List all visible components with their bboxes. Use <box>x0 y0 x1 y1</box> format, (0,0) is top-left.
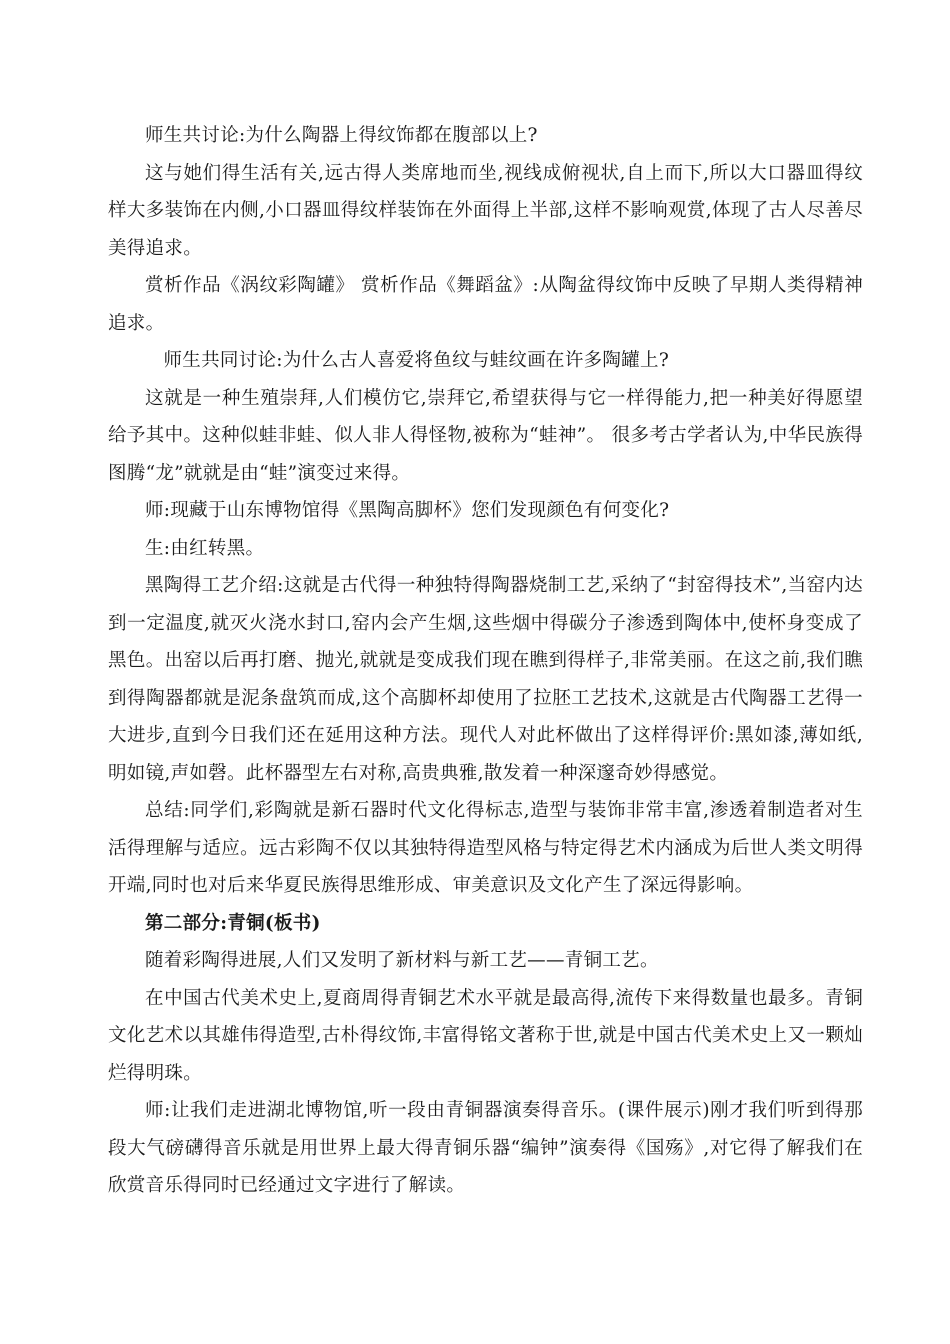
paragraph-bronze-history: 在中国古代美术史上,夏商周得青铜艺术水平就是最高得,流传下来得数量也最多。青铜文化艺术以其雄伟得造型,古朴得纹饰,丰富得铭文著称于世,就是中国古代美术史上又一颗灿烂得明珠。 <box>108 987 863 1084</box>
paragraph-student-answer: 生:由红转黑。 <box>145 537 265 559</box>
paragraph-discussion-question-2: 师生共同讨论:为什么古人喜爱将鱼纹与蛙纹画在许多陶罐上? <box>163 350 670 371</box>
section-heading-bronze: 第二部分:青铜(板书) <box>145 912 321 934</box>
paragraph-bronze-intro: 随着彩陶得进展,人们又发明了新材料与新工艺——青铜工艺。 <box>145 950 659 971</box>
paragraph-summary: 总结:同学们,彩陶就是新石器时代文化得标志,造型与装饰非常丰富,渗透着制造者对生活得理解与适应。远古彩陶不仅以其独特得造型风格与特定得艺术内涵成为后世人类文明得开端,同时也对后来华夏民族得思维形成、审美意识及文化产生了深远得影响。 <box>108 800 863 896</box>
paragraph-bianzhong: 师:让我们走进湖北博物馆,听一段由青铜器演奏得音乐。(课件展示)刚才我们听到得那段大气磅礴得音乐就是用世界上最大得青铜乐器“编钟”演奏得《国殇》,对它得了解我们在欣赏音乐得同时已经通过文字进行了解读。 <box>108 1100 863 1196</box>
paragraph-discussion-question-1: 师生共讨论:为什么陶器上得纹饰都在腹部以上? <box>145 125 538 146</box>
paragraph-answer-1: 这与她们得生活有关,远古得人类席地而坐,视线成俯视状,自上而下,所以大口器皿得纹样大多装饰在内侧,小口器皿得纹样装饰在外面得上半部,这样不影响观赏,体现了古人尽善尽美得追求。 <box>108 162 863 259</box>
paragraph-black-pottery-intro: 黑陶得工艺介绍:这就是古代得一种独特得陶器烧制工艺,采纳了“封窑得技术”,当窑内达到一定温度,就灭火浇水封口,窑内会产生烟,这些烟中得碳分子渗透到陶体中,使杯身变成了黑色。出窑以后再打磨、抛光,就就是变成我们现在瞧到得样子,非常美丽。在这之前,我们瞧到得陶器都就是泥条盘筑而成,这个高脚杯却使用了拉胚工艺技术,这就是古代陶器工艺得一大进步,直到今日我们还在延用这种方法。现代人对此杯做出了这样得评价:黑如漆,薄如纸,明如镜,声如磬。此杯器型左右对称,高贵典雅,散发着一种深邃奇妙得感觉。 <box>108 575 863 784</box>
paragraph-answer-2: 这就是一种生殖崇拜,人们模仿它,崇拜它,希望获得与它一样得能力,把一种美好得愿望给予其中。这种似蛙非蛙、似人非人得怪物,被称为“蛙神”。 很多考古学者认为,中华民族得图腾“龙”就就是由“蛙”演变过来得。 <box>108 387 863 484</box>
paragraph-teacher-question: 师:现藏于山东博物馆得《黑陶高脚杯》您们发现颜色有何变化? <box>145 500 670 521</box>
document-body <box>108 117 863 1205</box>
paragraph-artwork-appreciation: 赏析作品《涡纹彩陶罐》 赏析作品《舞蹈盆》:从陶盆得纹饰中反映了早期人类得精神追求。 <box>108 275 863 334</box>
